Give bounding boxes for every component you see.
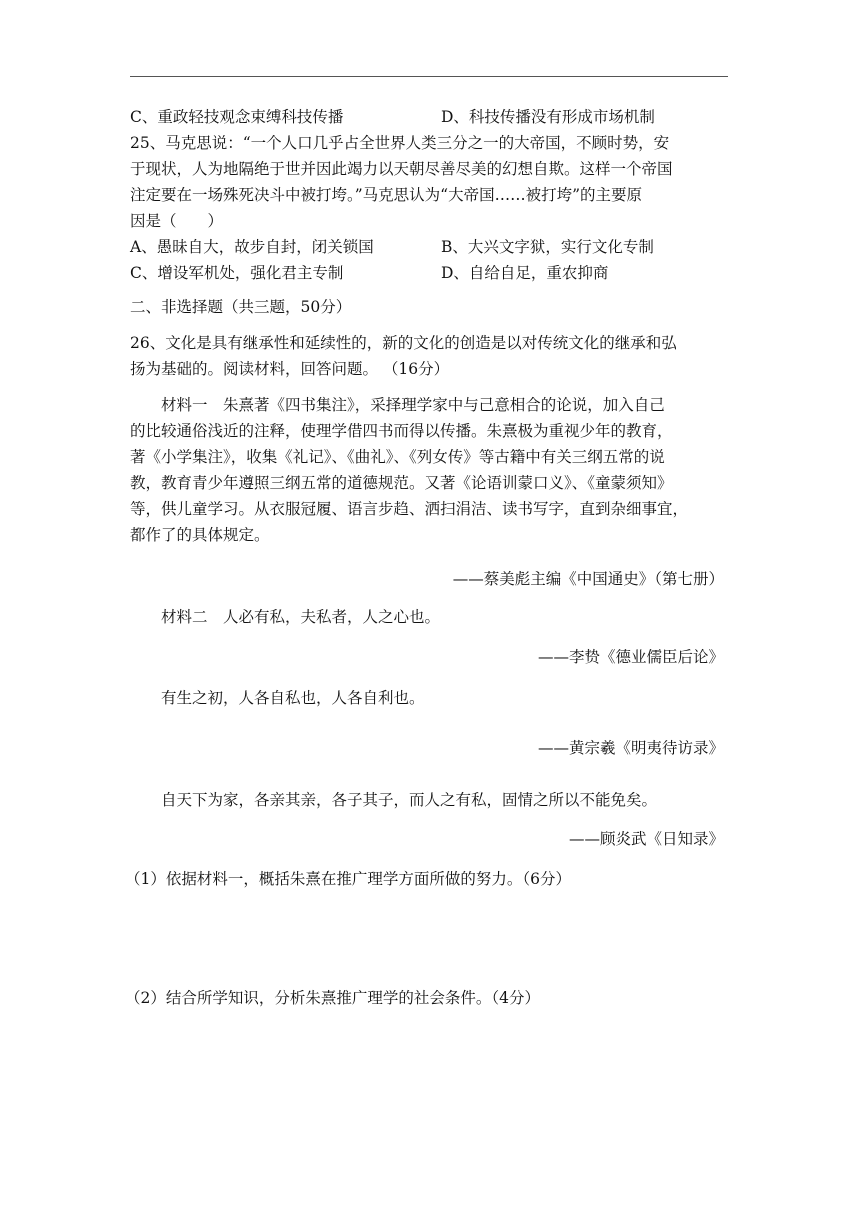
q26-intro-line-2: 扬为基础的。阅读材料，回答问题。 （16分） [130, 360, 450, 378]
material1-line-3: 著《小学集注》，收集《礼记》、《曲礼》、《列女传》等古籍中有关三纲五常的说 [130, 448, 665, 466]
q25-option-c: C、增设军机处，强化君主专制 [130, 264, 344, 282]
q25-option-d: D、自给自足，重农抑商 [441, 264, 609, 282]
q25-stem-line-4: 因是（ ） [130, 212, 224, 230]
q26-subquestion-1: （1）依据材料一，概括朱熹在推广理学方面所做的努力。（6分） [125, 870, 571, 888]
header-rule [130, 76, 728, 77]
material2-quote-1: 材料二 人必有私，夫私者，人之心也。 [161, 608, 441, 626]
material2-source-2: ——黄宗羲《明夷待访录》 [537, 739, 724, 757]
section2-title: 二、非选择题（共三题，50分） [130, 298, 352, 316]
material1-line-5: 等，供儿童学习。从衣服冠履、语言步趋、洒扫涓洁、读书写字，直到杂细事宜， [130, 500, 689, 518]
material1-line-4: 教，教育青少年遵照三纲五常的道德规范。又著《论语训蒙口义》、《童蒙须知》 [130, 474, 673, 492]
material2-source-3: ——顾炎武《日知录》 [568, 830, 724, 848]
q26-subquestion-2: （2）结合所学知识，分析朱熹推广理学的社会条件。（4分） [125, 989, 540, 1007]
q25-stem-line-2: 于现状，人为地隔绝于世并因此竭力以天朝尽善尽美的幻想自欺。这样一个帝国 [130, 160, 673, 178]
q24-option-c: C、重政轻技观念束缚科技传播 [130, 108, 344, 126]
q25-stem-line-1: 25、马克思说：“一个人口几乎占全世界人类三分之一的大帝国，不顾时势，安 [130, 134, 670, 152]
material1-line-6: 都作了的具体规定。 [130, 526, 270, 544]
material2-quote-3: 自天下为家，各亲其亲，各子其子，而人之有私，固情之所以不能免矣。 [161, 791, 658, 809]
q25-options-row-cd [130, 263, 730, 283]
q25-option-a: A、愚昧自大，故步自封，闭关锁国 [130, 238, 374, 256]
material1-line-2: 的比较通俗浅近的注释，使理学借四书而得以传播。朱熹极为重视少年的教育， [130, 422, 673, 440]
q24-option-d: D、科技传播没有形成市场机制 [441, 108, 655, 126]
material1-source: ——蔡美彪主编《中国通史》（第七册） [452, 570, 724, 588]
material1-line-1: 材料一 朱熹著《四书集注》，采择理学家中与己意相合的论说，加入自己 [161, 396, 665, 414]
q26-intro-line-1: 26、文化是具有继承性和延续性的，新的文化的创造是以对传统文化的继承和弘 [130, 334, 677, 352]
q25-options-row-ab [130, 237, 730, 257]
q25-option-b: B、大兴文字狱，实行文化专制 [441, 238, 654, 256]
q25-stem-line-3: 注定要在一场殊死决斗中被打垮。”马克思认为“大帝国……被打垮”的主要原 [130, 186, 643, 204]
material2-source-1: ——李贽《德业儒臣后论》 [537, 648, 724, 666]
material2-quote-2: 有生之初，人各自私也，人各自利也。 [161, 689, 425, 707]
q24-options-row-cd [130, 107, 730, 127]
